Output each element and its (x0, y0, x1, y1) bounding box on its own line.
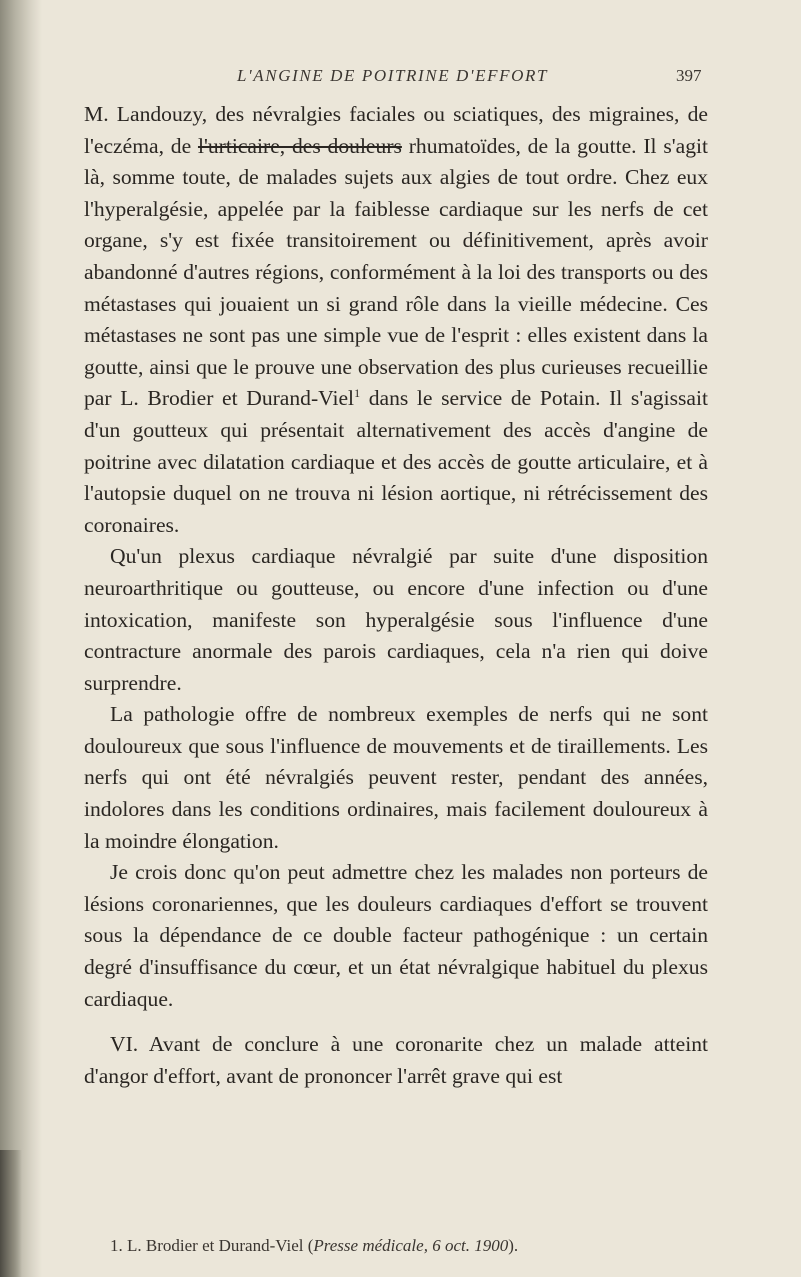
footnote (110, 1235, 710, 1257)
page-number: 397 (676, 66, 702, 85)
struck-text: l'urticaire, des douleurs (197, 133, 402, 158)
footnote-text: L. Brodier et Durand-Viel ( (122, 1236, 314, 1255)
page-binding-shadow-bottom (0, 1150, 22, 1277)
footnote-number: 1. (110, 1236, 123, 1255)
paragraph-2: Qu'un plexus cardiaque névralgié par suite d'une disposition neuroarthritique ou goutteuse, ou encore d'une infection ou d'une intoxication, manifeste son hyperalgésie sous l'influence d'une contracture anormale des parois cardiaques, cela n'a rien qui doive surprendre. (84, 544, 708, 695)
paragraph-5: VI. Avant de conclure à une coronarite chez un malade atteint d'angor d'effort, avant de prononcer l'arrêt grave qui est (84, 1032, 708, 1088)
footnote-close: ). (508, 1236, 519, 1255)
page-header (0, 66, 801, 94)
paragraph-1-part-1: M. Landouzy, des névralgies faciales ou sciatiques, des migraines, de l'eczéma, de (84, 102, 708, 158)
body-text (84, 99, 708, 1092)
paragraph-1 (84, 99, 708, 541)
paragraph-4: Je crois donc qu'on peut admettre chez les malades non porteurs de lésions coronariennes, que les douleurs cardiaques d'effort se trouvent sous la dépendance de ce double facteur pathogénique : un certain degré d'insuffisance du cœur, et un état névralgique habituel du plexus cardiaque. (84, 860, 708, 1011)
footnote-source: Presse médicale, 6 oct. 1900 (313, 1236, 509, 1255)
footnote-reference: 1 (354, 386, 361, 401)
running-title: L'ANGINE DE POITRINE D'EFFORT (237, 66, 549, 85)
paragraph-1-part-3: dans le service de Potain. Il s'agissait d'un goutteux qui présentait alternativement des accès d'angine de poitrine avec dilatation cardiaque et des accès de goutte articulaire, et à l'autopsie duquel on ne trouva ni lésion aortique, ni rétrécissement des coronaires. (84, 386, 708, 537)
page-binding-shadow (0, 0, 42, 1277)
paragraph-1-part-2: rhumatoïdes, de la goutte. Il s'agit là, somme toute, de malades sujets aux algies de tout ordre. Chez eux l'hyperalgésie, appelée par la faiblesse cardiaque sur les nerfs de cet organe, s'y est fixée transitoirement ou définitivement, après avoir abandonné d'autres régions, conformément à la loi des transports ou des métastases qui jouaient un si grand rôle dans la vieille médecine. Ces métastases ne sont pas une simple vue de l'esprit : elles existent dans la goutte, ainsi que le prouve une observation des plus curieuses recueillie par L. Brodier et Durand-Viel (84, 133, 708, 411)
paragraph-3: La pathologie offre de nombreux exemples de nerfs qui ne sont douloureux que sous l'influence de mouvements et de tiraillements. Les nerfs qui ont été névralgiés peuvent rester, pendant des années, indolores dans les conditions ordinaires, mais facilement douloureux à la moindre élongation. (84, 702, 708, 853)
